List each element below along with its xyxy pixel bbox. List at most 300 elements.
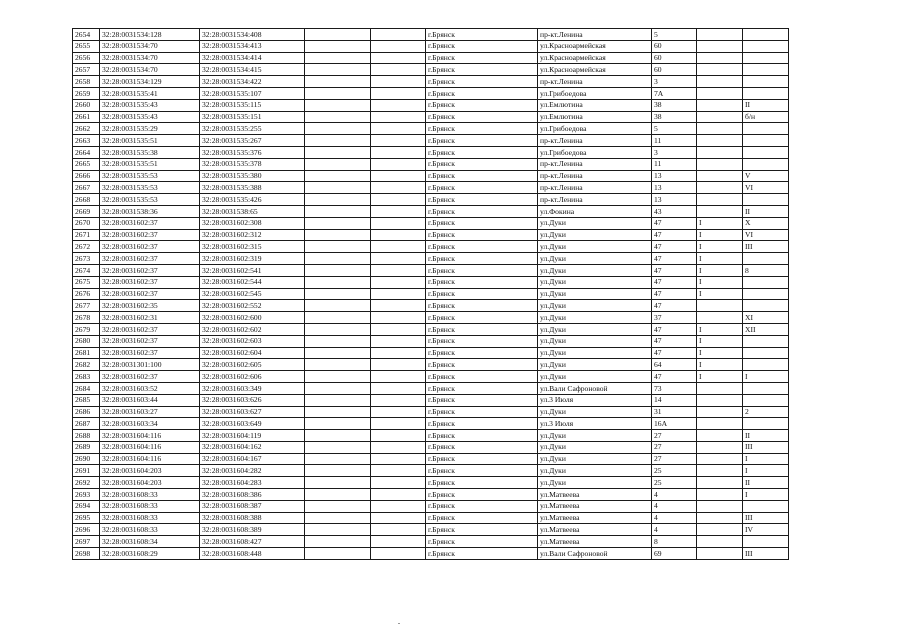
building-cell — [697, 477, 743, 489]
object-cadastral-number-cell: 32:28:0031602:602 — [200, 323, 305, 335]
building-cell — [697, 548, 743, 560]
city-cell: г.Брянск — [426, 170, 538, 182]
table-row — [73, 87, 789, 99]
building-cell — [697, 512, 743, 524]
street-cell: ул.Дуки — [538, 477, 652, 489]
land-cadastral-number-cell: 32:28:0031535:53 — [100, 182, 200, 194]
blank-cell-a — [305, 64, 371, 76]
premises-cell — [743, 76, 789, 88]
row-number-cell: 2683 — [73, 371, 100, 383]
premises-cell: 8 — [743, 264, 789, 276]
row-number-cell: 2694 — [73, 500, 100, 512]
blank-cell-a — [305, 87, 371, 99]
row-number-cell: 2670 — [73, 217, 100, 229]
blank-cell-b — [371, 430, 426, 442]
blank-cell-a — [305, 441, 371, 453]
house-number-cell: 31 — [652, 406, 697, 418]
city-cell: г.Брянск — [426, 241, 538, 253]
land-cadastral-number-cell: 32:28:0031535:38 — [100, 146, 200, 158]
city-cell: г.Брянск — [426, 465, 538, 477]
house-number-cell: 73 — [652, 382, 697, 394]
land-cadastral-number-cell: 32:28:0031535:51 — [100, 158, 200, 170]
house-number-cell: 25 — [652, 465, 697, 477]
house-number-cell: 47 — [652, 335, 697, 347]
object-cadastral-number-cell: 32:28:0031602:600 — [200, 312, 305, 324]
table-row — [73, 52, 789, 64]
street-cell: ул.Дуки — [538, 465, 652, 477]
street-cell: ул.Дуки — [538, 300, 652, 312]
city-cell: г.Брянск — [426, 453, 538, 465]
object-cadastral-number-cell: 32:28:0031602:606 — [200, 371, 305, 383]
table-row — [73, 453, 789, 465]
building-cell: I — [697, 359, 743, 371]
table-row — [73, 64, 789, 76]
object-cadastral-number-cell: 32:28:0031534:414 — [200, 52, 305, 64]
object-cadastral-number-cell: 32:28:0031608:387 — [200, 500, 305, 512]
building-cell: I — [697, 217, 743, 229]
blank-cell-b — [371, 276, 426, 288]
table-row — [73, 276, 789, 288]
blank-cell-a — [305, 418, 371, 430]
premises-cell — [743, 40, 789, 52]
blank-cell-b — [371, 323, 426, 335]
row-number-cell: 2690 — [73, 453, 100, 465]
premises-cell — [743, 123, 789, 135]
object-cadastral-number-cell: 32:28:0031608:448 — [200, 548, 305, 560]
land-cadastral-number-cell: 32:28:0031604:116 — [100, 441, 200, 453]
premises-cell: III — [743, 512, 789, 524]
row-number-cell: 2682 — [73, 359, 100, 371]
premises-cell: II — [743, 99, 789, 111]
table-row — [73, 477, 789, 489]
land-cadastral-number-cell: 32:28:0031602:37 — [100, 288, 200, 300]
premises-cell: I — [743, 371, 789, 383]
street-cell: ул.Дуки — [538, 335, 652, 347]
table-row — [73, 382, 789, 394]
premises-cell — [743, 194, 789, 206]
house-number-cell: 47 — [652, 323, 697, 335]
blank-cell-b — [371, 406, 426, 418]
row-number-cell: 2660 — [73, 99, 100, 111]
house-number-cell: 13 — [652, 170, 697, 182]
premises-cell: VI — [743, 229, 789, 241]
building-cell: I — [697, 229, 743, 241]
object-cadastral-number-cell: 32:28:0031535:380 — [200, 170, 305, 182]
blank-cell-b — [371, 170, 426, 182]
premises-cell — [743, 536, 789, 548]
object-cadastral-number-cell: 32:28:0031608:427 — [200, 536, 305, 548]
building-cell: I — [697, 323, 743, 335]
blank-cell-b — [371, 300, 426, 312]
object-cadastral-number-cell: 32:28:0031608:389 — [200, 524, 305, 536]
row-number-cell: 2692 — [73, 477, 100, 489]
land-cadastral-number-cell: 32:28:0031535:41 — [100, 87, 200, 99]
object-cadastral-number-cell: 32:28:0031602:308 — [200, 217, 305, 229]
house-number-cell: 47 — [652, 264, 697, 276]
row-number-cell: 2688 — [73, 430, 100, 442]
house-number-cell: 60 — [652, 64, 697, 76]
blank-cell-b — [371, 512, 426, 524]
premises-cell: X — [743, 217, 789, 229]
premises-cell: VI — [743, 182, 789, 194]
row-number-cell: 2664 — [73, 146, 100, 158]
street-cell: ул.Дуки — [538, 347, 652, 359]
building-cell — [697, 453, 743, 465]
premises-cell — [743, 276, 789, 288]
city-cell: г.Брянск — [426, 312, 538, 324]
city-cell: г.Брянск — [426, 205, 538, 217]
premises-cell: 2 — [743, 406, 789, 418]
building-cell — [697, 87, 743, 99]
row-number-cell: 2672 — [73, 241, 100, 253]
object-cadastral-number-cell: 32:28:0031535:151 — [200, 111, 305, 123]
house-number-cell: 13 — [652, 182, 697, 194]
street-cell: ул.Дуки — [538, 241, 652, 253]
blank-cell-a — [305, 40, 371, 52]
building-cell — [697, 182, 743, 194]
blank-cell-a — [305, 536, 371, 548]
blank-cell-b — [371, 217, 426, 229]
blank-cell-b — [371, 229, 426, 241]
house-number-cell: 69 — [652, 548, 697, 560]
blank-cell-b — [371, 205, 426, 217]
land-cadastral-number-cell: 32:28:0031534:128 — [100, 29, 200, 41]
blank-cell-b — [371, 76, 426, 88]
land-cadastral-number-cell: 32:28:0031534:70 — [100, 52, 200, 64]
building-cell — [697, 99, 743, 111]
blank-cell-b — [371, 347, 426, 359]
blank-cell-b — [371, 477, 426, 489]
land-cadastral-number-cell: 32:28:0031602:37 — [100, 335, 200, 347]
table-row — [73, 29, 789, 41]
blank-cell-b — [371, 99, 426, 111]
street-cell: пр-кт.Ленина — [538, 135, 652, 147]
table-row — [73, 158, 789, 170]
premises-cell — [743, 382, 789, 394]
land-cadastral-number-cell: 32:28:0031535:53 — [100, 194, 200, 206]
street-cell: ул.Дуки — [538, 430, 652, 442]
table-row — [73, 170, 789, 182]
blank-cell-a — [305, 430, 371, 442]
row-number-cell: 2661 — [73, 111, 100, 123]
row-number-cell: 2675 — [73, 276, 100, 288]
row-number-cell: 2681 — [73, 347, 100, 359]
land-cadastral-number-cell: 32:28:0031602:37 — [100, 276, 200, 288]
row-number-cell: 2679 — [73, 323, 100, 335]
blank-cell-b — [371, 536, 426, 548]
premises-cell — [743, 347, 789, 359]
building-cell — [697, 170, 743, 182]
table-row — [73, 40, 789, 52]
blank-cell-a — [305, 288, 371, 300]
land-cadastral-number-cell: 32:28:0031602:37 — [100, 217, 200, 229]
city-cell: г.Брянск — [426, 477, 538, 489]
land-cadastral-number-cell: 32:28:0031608:34 — [100, 536, 200, 548]
house-number-cell: 47 — [652, 347, 697, 359]
register-table — [72, 28, 789, 560]
premises-cell: I — [743, 489, 789, 501]
house-number-cell: 47 — [652, 300, 697, 312]
blank-cell-a — [305, 217, 371, 229]
object-cadastral-number-cell: 32:28:0031603:627 — [200, 406, 305, 418]
street-cell: ул.Дуки — [538, 276, 652, 288]
land-cadastral-number-cell: 32:28:0031534:70 — [100, 40, 200, 52]
blank-cell-a — [305, 323, 371, 335]
blank-cell-a — [305, 312, 371, 324]
row-number-cell: 2663 — [73, 135, 100, 147]
house-number-cell: 43 — [652, 205, 697, 217]
blank-cell-a — [305, 123, 371, 135]
object-cadastral-number-cell: 32:28:0031603:649 — [200, 418, 305, 430]
blank-cell-a — [305, 76, 371, 88]
table-row — [73, 229, 789, 241]
row-number-cell: 2669 — [73, 205, 100, 217]
object-cadastral-number-cell: 32:28:0031535:255 — [200, 123, 305, 135]
building-cell — [697, 500, 743, 512]
table-row — [73, 111, 789, 123]
blank-cell-b — [371, 382, 426, 394]
object-cadastral-number-cell: 32:28:0031604:162 — [200, 441, 305, 453]
row-number-cell: 2674 — [73, 264, 100, 276]
city-cell: г.Брянск — [426, 300, 538, 312]
row-number-cell: 2665 — [73, 158, 100, 170]
row-number-cell: 2671 — [73, 229, 100, 241]
street-cell: ул.Дуки — [538, 288, 652, 300]
premises-cell: XII — [743, 323, 789, 335]
land-cadastral-number-cell: 32:28:0031602:37 — [100, 241, 200, 253]
land-cadastral-number-cell: 32:28:0031603:27 — [100, 406, 200, 418]
blank-cell-a — [305, 406, 371, 418]
building-cell — [697, 135, 743, 147]
object-cadastral-number-cell: 32:28:0031602:315 — [200, 241, 305, 253]
land-cadastral-number-cell: 32:28:0031603:44 — [100, 394, 200, 406]
street-cell: пр-кт.Ленина — [538, 170, 652, 182]
table-row — [73, 182, 789, 194]
row-number-cell: 2676 — [73, 288, 100, 300]
city-cell: г.Брянск — [426, 394, 538, 406]
premises-cell: III — [743, 548, 789, 560]
street-cell: ул.Дуки — [538, 312, 652, 324]
street-cell: ул.Красноармейская — [538, 52, 652, 64]
premises-cell — [743, 288, 789, 300]
building-cell — [697, 394, 743, 406]
table-row — [73, 241, 789, 253]
house-number-cell: 13 — [652, 194, 697, 206]
premises-cell — [743, 335, 789, 347]
object-cadastral-number-cell: 32:28:0031602:552 — [200, 300, 305, 312]
object-cadastral-number-cell: 32:28:0031602:604 — [200, 347, 305, 359]
premises-cell — [743, 29, 789, 41]
street-cell: ул.Емлютина — [538, 99, 652, 111]
house-number-cell: 27 — [652, 441, 697, 453]
table-row — [73, 500, 789, 512]
blank-cell-a — [305, 194, 371, 206]
house-number-cell: 5 — [652, 123, 697, 135]
row-number-cell: 2668 — [73, 194, 100, 206]
land-cadastral-number-cell: 32:28:0031602:37 — [100, 229, 200, 241]
city-cell: г.Брянск — [426, 512, 538, 524]
street-cell: ул.Дуки — [538, 229, 652, 241]
house-number-cell: 27 — [652, 430, 697, 442]
table-row — [73, 418, 789, 430]
land-cadastral-number-cell: 32:28:0031602:37 — [100, 371, 200, 383]
object-cadastral-number-cell: 32:28:0031535:388 — [200, 182, 305, 194]
street-cell: ул.Грибоедова — [538, 146, 652, 158]
building-cell — [697, 382, 743, 394]
house-number-cell: 16А — [652, 418, 697, 430]
blank-cell-a — [305, 253, 371, 265]
street-cell: ул.Дуки — [538, 323, 652, 335]
blank-cell-b — [371, 135, 426, 147]
premises-cell — [743, 52, 789, 64]
premises-cell: б/н — [743, 111, 789, 123]
blank-cell-b — [371, 111, 426, 123]
object-cadastral-number-cell: 32:28:0031535:378 — [200, 158, 305, 170]
building-cell — [697, 194, 743, 206]
city-cell: г.Брянск — [426, 548, 538, 560]
house-number-cell: 47 — [652, 253, 697, 265]
land-cadastral-number-cell: 32:28:0031535:43 — [100, 111, 200, 123]
table-row — [73, 406, 789, 418]
building-cell — [697, 64, 743, 76]
blank-cell-b — [371, 359, 426, 371]
house-number-cell: 38 — [652, 111, 697, 123]
premises-cell — [743, 394, 789, 406]
blank-cell-b — [371, 524, 426, 536]
house-number-cell: 3 — [652, 76, 697, 88]
city-cell: г.Брянск — [426, 524, 538, 536]
premises-cell: V — [743, 170, 789, 182]
blank-cell-a — [305, 359, 371, 371]
table-row — [73, 394, 789, 406]
house-number-cell: 8 — [652, 536, 697, 548]
object-cadastral-number-cell: 32:28:0031602:603 — [200, 335, 305, 347]
street-cell: ул.Дуки — [538, 217, 652, 229]
blank-cell-b — [371, 453, 426, 465]
city-cell: г.Брянск — [426, 111, 538, 123]
blank-cell-b — [371, 500, 426, 512]
row-number-cell: 2656 — [73, 52, 100, 64]
blank-cell-a — [305, 477, 371, 489]
blank-cell-a — [305, 99, 371, 111]
city-cell: г.Брянск — [426, 276, 538, 288]
house-number-cell: 5 — [652, 29, 697, 41]
blank-cell-a — [305, 229, 371, 241]
table-row — [73, 205, 789, 217]
premises-cell — [743, 135, 789, 147]
building-cell: I — [697, 253, 743, 265]
object-cadastral-number-cell: 32:28:0031535:115 — [200, 99, 305, 111]
building-cell — [697, 158, 743, 170]
table-row — [73, 536, 789, 548]
land-cadastral-number-cell: 32:28:0031602:37 — [100, 264, 200, 276]
row-number-cell: 2691 — [73, 465, 100, 477]
table-row — [73, 359, 789, 371]
blank-cell-b — [371, 194, 426, 206]
building-cell — [697, 40, 743, 52]
object-cadastral-number-cell: 32:28:0031604:119 — [200, 430, 305, 442]
land-cadastral-number-cell: 32:28:0031602:37 — [100, 323, 200, 335]
blank-cell-b — [371, 264, 426, 276]
premises-cell: XI — [743, 312, 789, 324]
blank-cell-b — [371, 371, 426, 383]
row-number-cell: 2698 — [73, 548, 100, 560]
street-cell: ул.Дуки — [538, 406, 652, 418]
city-cell: г.Брянск — [426, 371, 538, 383]
city-cell: г.Брянск — [426, 418, 538, 430]
street-cell: ул.Матвеева — [538, 536, 652, 548]
table-body — [73, 29, 789, 560]
street-cell: ул.3 Июля — [538, 394, 652, 406]
land-cadastral-number-cell: 32:28:0031602:31 — [100, 312, 200, 324]
building-cell: I — [697, 288, 743, 300]
street-cell: ул.Дуки — [538, 371, 652, 383]
table-row — [73, 323, 789, 335]
blank-cell-b — [371, 182, 426, 194]
blank-cell-a — [305, 276, 371, 288]
city-cell: г.Брянск — [426, 406, 538, 418]
house-number-cell: 47 — [652, 276, 697, 288]
blank-cell-a — [305, 465, 371, 477]
blank-cell-a — [305, 170, 371, 182]
city-cell: г.Брянск — [426, 264, 538, 276]
object-cadastral-number-cell: 32:28:0031538:65 — [200, 205, 305, 217]
object-cadastral-number-cell: 32:28:0031604:283 — [200, 477, 305, 489]
land-cadastral-number-cell: 32:28:0031604:116 — [100, 430, 200, 442]
premises-cell — [743, 253, 789, 265]
row-number-cell: 2677 — [73, 300, 100, 312]
city-cell: г.Брянск — [426, 489, 538, 501]
house-number-cell: 47 — [652, 371, 697, 383]
city-cell: г.Брянск — [426, 382, 538, 394]
house-number-cell: 4 — [652, 512, 697, 524]
object-cadastral-number-cell: 32:28:0031534:415 — [200, 64, 305, 76]
house-number-cell: 4 — [652, 489, 697, 501]
building-cell: I — [697, 371, 743, 383]
city-cell: г.Брянск — [426, 182, 538, 194]
city-cell: г.Брянск — [426, 194, 538, 206]
street-cell: ул.Емлютина — [538, 111, 652, 123]
table-row — [73, 288, 789, 300]
city-cell: г.Брянск — [426, 158, 538, 170]
land-cadastral-number-cell: 32:28:0031604:203 — [100, 477, 200, 489]
land-cadastral-number-cell: 32:28:0031535:53 — [100, 170, 200, 182]
table-row — [73, 217, 789, 229]
city-cell: г.Брянск — [426, 323, 538, 335]
land-cadastral-number-cell: 32:28:0031602:35 — [100, 300, 200, 312]
house-number-cell: 64 — [652, 359, 697, 371]
street-cell: ул.Вали Сафроновой — [538, 382, 652, 394]
premises-cell: I — [743, 453, 789, 465]
city-cell: г.Брянск — [426, 536, 538, 548]
building-cell — [697, 111, 743, 123]
house-number-cell: 3 — [652, 146, 697, 158]
blank-cell-b — [371, 123, 426, 135]
street-cell: пр-кт.Ленина — [538, 76, 652, 88]
house-number-cell: 60 — [652, 52, 697, 64]
blank-cell-b — [371, 146, 426, 158]
street-cell: ул.Красноармейская — [538, 64, 652, 76]
building-cell — [697, 430, 743, 442]
street-cell: ул.Дуки — [538, 453, 652, 465]
row-number-cell: 2678 — [73, 312, 100, 324]
building-cell — [697, 300, 743, 312]
object-cadastral-number-cell: 32:28:0031534:413 — [200, 40, 305, 52]
row-number-cell: 2693 — [73, 489, 100, 501]
object-cadastral-number-cell: 32:28:0031603:349 — [200, 382, 305, 394]
row-number-cell: 2667 — [73, 182, 100, 194]
premises-cell: II — [743, 430, 789, 442]
